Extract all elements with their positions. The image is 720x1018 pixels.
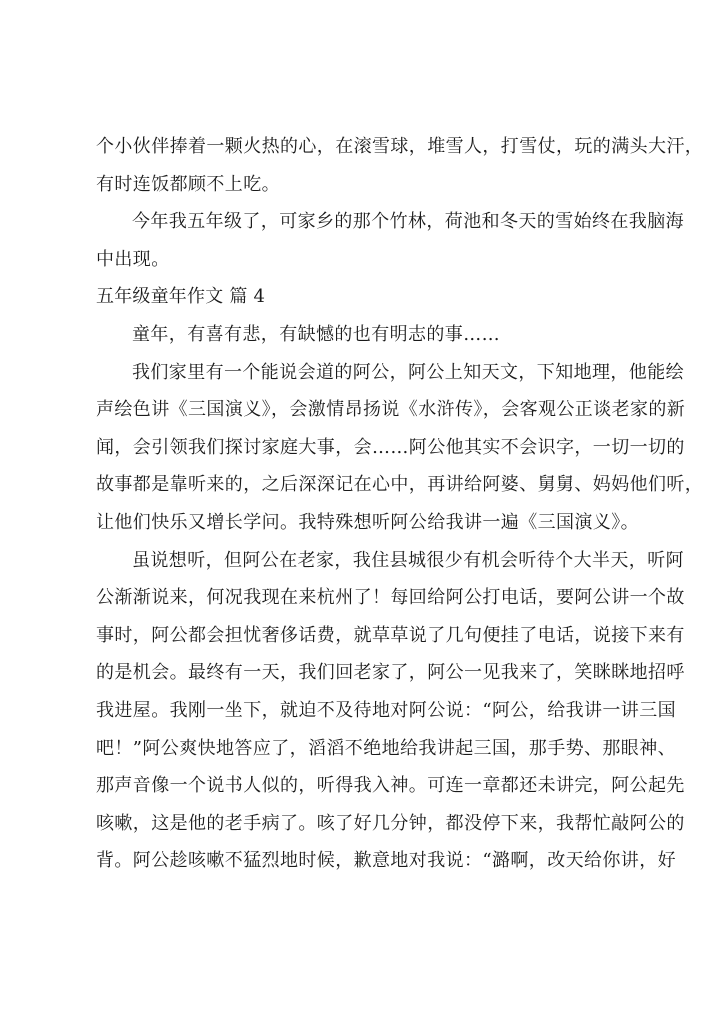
paragraph-start: 虽说想听，但阿公在老家，我住县城很少有机会听待个大半天，听阿 bbox=[132, 549, 684, 571]
text-line: 咳嗽，这是他的老手病了。咳了好几分钟，都没停下来，我帮忙敲阿公的 bbox=[96, 812, 685, 834]
text-line: 有时连饭都顾不上吃。 bbox=[96, 173, 280, 195]
text-line: 个小伙伴捧着一颗火热的心，在滚雪球，堆雪人，打雪仗，玩的满头大汗， bbox=[96, 136, 704, 157]
text-line: 故事都是靠听来的，之后深深记在心中，再讲给阿婆、舅舅、妈妈他们听， bbox=[96, 474, 704, 496]
text-line: 的是机会。最终有一天，我们回老家了，阿公一见我来了，笑眯眯地招呼 bbox=[96, 662, 685, 684]
text-line: 让他们快乐又增长学问。我特殊想听阿公给我讲一遍《三国演义》。 bbox=[96, 511, 639, 533]
text-line: 公渐渐说来，何况我现在来杭州了！每回给阿公打电话，要阿公讲一个故 bbox=[96, 587, 685, 609]
paragraph-start: 童年，有喜有悲，有缺憾的也有明志的事…… bbox=[132, 323, 500, 345]
text-line: 中出现。 bbox=[96, 248, 170, 270]
section-heading: 五年级童年作文 篇 4 bbox=[96, 286, 266, 308]
paragraph-start: 今年我五年级了，可家乡的那个竹林，荷池和冬天的雪始终在我脑海 bbox=[132, 211, 684, 233]
text-line: 我进屋。我刚一坐下，就迫不及待地对阿公说：“阿公，给我讲一讲三国 bbox=[96, 699, 676, 721]
text-line: 事时，阿公都会担忧奢侈话费，就草草说了几句便挂了电话，说接下来有 bbox=[96, 624, 685, 646]
text-line: 背。阿公趁咳嗽不猛烈地时候，歉意地对我说：“潞啊，改天给你讲，好 bbox=[96, 850, 676, 872]
document-page bbox=[96, 128, 704, 880]
text-line: 声绘色讲《三国演义》，会激情昂扬说《水浒传》，会客观公正谈老家的新 bbox=[96, 399, 686, 421]
text-line: 那声音像一个说书人似的，听得我入神。可连一章都还未讲完，阿公起先 bbox=[96, 775, 685, 797]
text-line: 吧！”阿公爽快地答应了，滔滔不绝地给我讲起三国，那手势、那眼神、 bbox=[96, 737, 676, 759]
paragraph-start: 我们家里有一个能说会道的阿公，阿公上知天文，下知地理，他能绘 bbox=[132, 361, 684, 383]
text-line: 闻，会引领我们探讨家庭大事，会……阿公他其实不会识字，一切一切的 bbox=[96, 436, 685, 458]
